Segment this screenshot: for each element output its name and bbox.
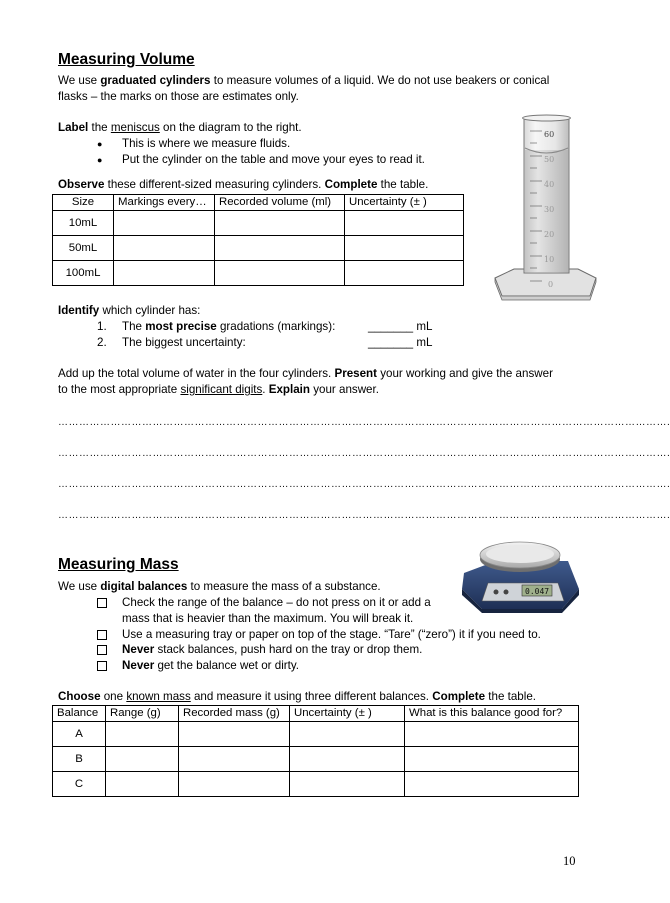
col-header: Uncertainty (± ) [290, 706, 405, 722]
answer-line[interactable]: …………………………………………………………………………………………………………………………………………………………. [58, 417, 670, 428]
question-1: 1. The most precise gradations (markings): [97, 320, 336, 333]
balance-cell: A [53, 722, 106, 747]
cylinder-mark: 10 [544, 255, 555, 264]
use-cell[interactable] [405, 747, 579, 772]
table-row [53, 211, 464, 236]
size-cell: 50mL [53, 236, 114, 261]
volume-cell[interactable] [215, 261, 345, 286]
checklist-item: Use a measuring tray or paper on top of the stage. “Tare” (“zero”) it if you need to. [97, 627, 107, 643]
balance-display: 0.047 [525, 587, 550, 596]
observe-instruction: Observe these different-sized measuring cylinders. Complete the table. [58, 178, 429, 191]
markings-cell[interactable] [114, 261, 215, 286]
size-cell: 10mL [53, 211, 114, 236]
table-row [53, 772, 579, 797]
checklist-item: Never get the balance wet or dirty. [97, 658, 107, 674]
addup-instruction: Add up the total volume of water in the four cylinders. Present your working and give the answer to the most appropriate significant digits. Explain your answer. [58, 367, 553, 396]
col-header: What is this balance good for? [405, 706, 579, 722]
mass-heading: Measuring Mass [58, 556, 179, 573]
choose-instruction: Choose one known mass and measure it using three different balances. Complete the table. [58, 690, 536, 703]
table-row [53, 236, 464, 261]
answer-blank-1[interactable]: _______ mL [368, 320, 433, 333]
table-row [53, 722, 579, 747]
size-cell: 100mL [53, 261, 114, 286]
col-header: Size [53, 195, 114, 211]
checklist-item: Never stack balances, push hard on the tray or drop them. [97, 642, 107, 658]
volume-intro: We use graduated cylinders to measure volumes of a liquid. We do not use beakers or conical flasks – the marks on those are estimates only. [58, 74, 550, 103]
mass-cell[interactable] [179, 747, 290, 772]
cylinder-mark: 30 [544, 205, 555, 214]
use-cell[interactable] [405, 722, 579, 747]
balance-cell: C [53, 772, 106, 797]
checkbox-icon[interactable] [97, 661, 107, 671]
balance-table [52, 705, 579, 797]
answer-blank-2[interactable]: _______ mL [368, 336, 433, 349]
cylinder-table [52, 194, 464, 286]
col-header: Markings every… [114, 195, 215, 211]
uncertainty-cell[interactable] [345, 261, 464, 286]
checkbox-icon[interactable] [97, 645, 107, 655]
balance-cell: B [53, 747, 106, 772]
graduated-cylinder-diagram [492, 110, 600, 302]
checklist-item-continued: mass that is heavier than the maximum. You will break it. [122, 612, 414, 625]
answer-line[interactable]: …………………………………………………………………………………………………………………………………………………………. [58, 510, 670, 521]
cylinder-mark: 0 [548, 280, 554, 289]
table-row [53, 261, 464, 286]
label-instruction: Label the meniscus on the diagram to the right. [58, 121, 302, 134]
uncertainty-cell[interactable] [290, 722, 405, 747]
col-header: Recorded mass (g) [179, 706, 290, 722]
checklist-item: Check the range of the balance – do not press on it or add a [97, 595, 107, 611]
answer-line[interactable]: …………………………………………………………………………………………………………………………………………………………. [58, 479, 670, 490]
cylinder-mark: 20 [544, 230, 555, 239]
cylinder-mark: 40 [544, 180, 555, 189]
cylinder-mark: 50 [544, 155, 555, 164]
volume-cell[interactable] [215, 236, 345, 261]
checkbox-icon[interactable] [97, 598, 107, 608]
mass-cell[interactable] [179, 722, 290, 747]
uncertainty-cell[interactable] [290, 747, 405, 772]
range-cell[interactable] [106, 722, 179, 747]
col-header: Range (g) [106, 706, 179, 722]
uncertainty-cell[interactable] [345, 211, 464, 236]
digital-balance-image [458, 533, 582, 615]
range-cell[interactable] [106, 772, 179, 797]
range-cell[interactable] [106, 747, 179, 772]
volume-cell[interactable] [215, 211, 345, 236]
answer-line[interactable]: …………………………………………………………………………………………………………………………………………………………. [58, 448, 670, 459]
table-row [53, 747, 579, 772]
checkbox-icon[interactable] [97, 630, 107, 640]
question-2: 2. The biggest uncertainty: [97, 336, 246, 349]
col-header: Uncertainty (± ) [345, 195, 464, 211]
mass-cell[interactable] [179, 772, 290, 797]
bullet-item: ● Put the cylinder on the table and move your eyes to read it. [97, 153, 425, 166]
markings-cell[interactable] [114, 211, 215, 236]
markings-cell[interactable] [114, 236, 215, 261]
use-cell[interactable] [405, 772, 579, 797]
volume-heading: Measuring Volume [58, 51, 195, 68]
bullet-item: ● This is where we measure fluids. [97, 137, 291, 150]
uncertainty-cell[interactable] [345, 236, 464, 261]
mass-intro: We use digital balances to measure the mass of a substance. [58, 580, 381, 593]
cylinder-mark: 60 [544, 130, 555, 139]
col-header: Recorded volume (ml) [215, 195, 345, 211]
uncertainty-cell[interactable] [290, 772, 405, 797]
col-header: Balance [53, 706, 106, 722]
identify-instruction: Identify which cylinder has: [58, 304, 201, 317]
page-number: 10 [563, 854, 576, 868]
